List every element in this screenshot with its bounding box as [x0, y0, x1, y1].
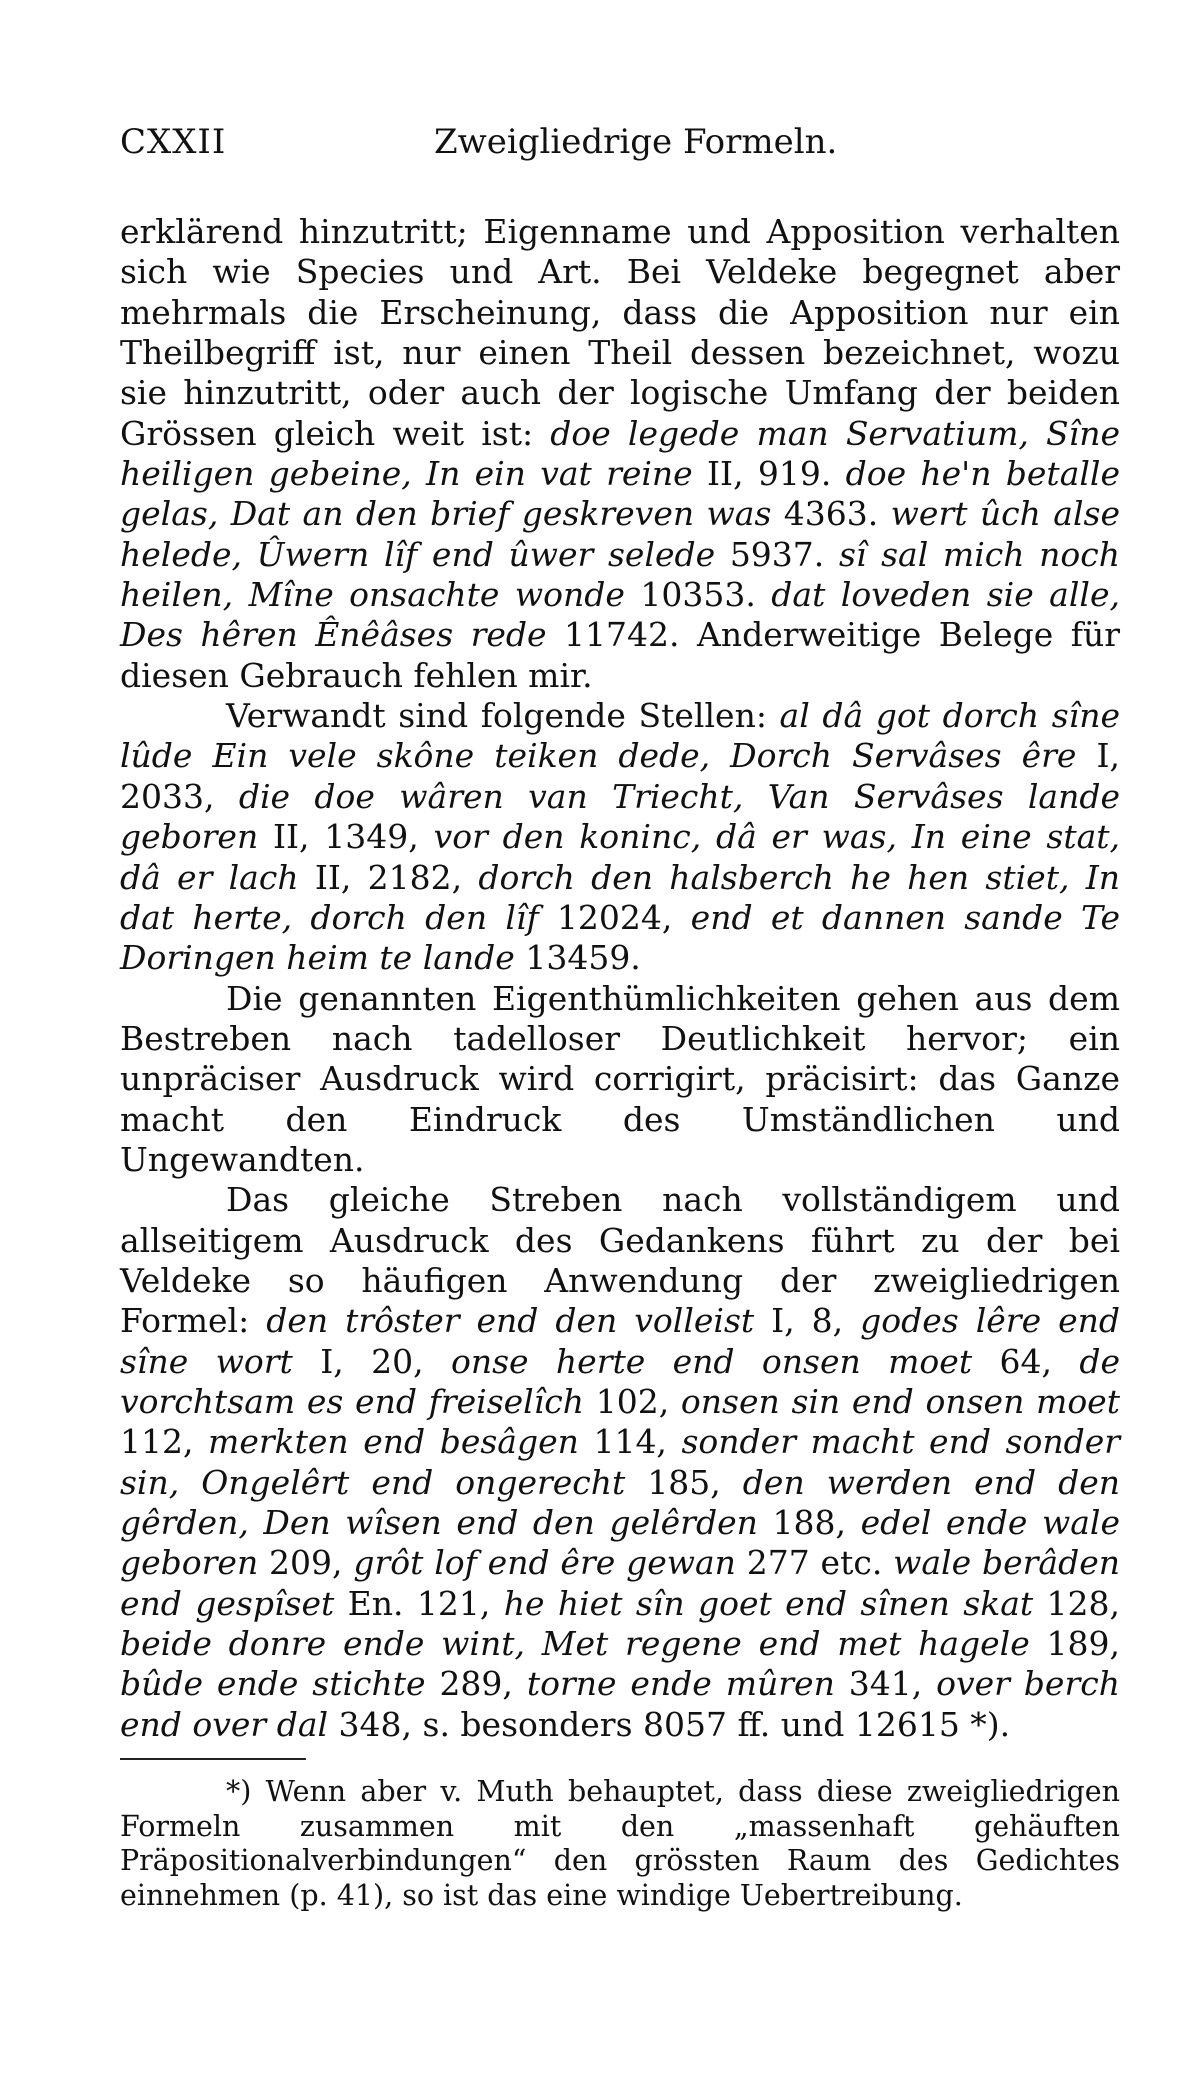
paragraph-continuation: [120, 212, 1120, 696]
text-run: 289,: [425, 1664, 527, 1704]
text-run: 188,: [757, 1503, 861, 1542]
footnote: [120, 1775, 1120, 1913]
header-title: Zweigliedrige Formeln.: [434, 122, 838, 162]
quoted-verse: bûde ende stichte: [120, 1664, 426, 1704]
quoted-verse: de vorchtsam es end freiselîch: [120, 1341, 1120, 1421]
text-run: I, 20,: [292, 1341, 451, 1381]
quoted-verse: beide donre ende wint, Met regene end met hagele: [120, 1624, 1030, 1664]
paragraph-zweigliedrige-formel: [120, 1180, 1120, 1745]
text-run: 12024,: [538, 897, 691, 937]
text-run: 13459.: [514, 938, 641, 978]
text-run: 114,: [578, 1422, 682, 1462]
quoted-verse: al dâ got dorch sîne lûde Ein vele skône teiken dede, Dorch Servâses êre: [120, 696, 1120, 776]
quoted-verse: den werden end den gêrden, Den wîsen end den gelêrden: [120, 1462, 1120, 1542]
quoted-verse: doe he'n betalle gelas, Dat an den brief geskreven was: [120, 454, 1121, 534]
text-run: 341,: [834, 1664, 937, 1704]
running-head: [120, 118, 1120, 166]
quoted-verse: dat loveden sie alle, Des hêren Ênêâses rede: [120, 575, 1120, 655]
text-run: II, 1349,: [258, 817, 434, 857]
quoted-verse: edel ende wale geboren: [120, 1503, 1120, 1583]
text-run: 112,: [120, 1422, 209, 1462]
text-run: I, 8,: [754, 1301, 861, 1341]
quoted-verse: onsen sin end onsen moet: [680, 1381, 1120, 1421]
text-run: 128,: [1033, 1583, 1121, 1623]
quoted-verse: end et dannen sande Te Doringen heim te lande: [120, 897, 1120, 978]
paragraph-verwandt: [120, 696, 1120, 978]
quoted-verse: wert ûch alse helede, Ûwern lîf end ûwer selede: [120, 494, 1120, 574]
text-run: 348, s. besonders 8057 ff. und 12615 *).: [328, 1704, 1011, 1744]
quoted-verse: den trôster end den volleist: [266, 1301, 755, 1341]
quoted-verse: wale berâden end gespîset: [120, 1543, 1120, 1623]
paragraph-eigenthuemlichkeiten: [120, 979, 1120, 1181]
text-run: 10353.: [624, 575, 772, 615]
text-run: I, 2033,: [120, 736, 1120, 816]
text-run: II, 2182,: [298, 857, 479, 897]
quoted-verse: vor den koninc, dâ er was, In eine stat, dâ er lach: [120, 817, 1121, 897]
quoted-verse: dorch den halsberch he hen stiet, In dat herte, dorch den lîf: [120, 857, 1121, 937]
quoted-verse: sî sal mich noch heilen, Mîne onsachte wonde: [120, 534, 1121, 615]
quoted-verse: onse herte end onsen moet: [450, 1341, 973, 1381]
text-run: 11742. Anderweitige Belege für diesen Gebrauch fehlen mir.: [120, 615, 1120, 695]
quoted-verse: sonder macht end sonder sin, Ongelêrt end ongerecht: [120, 1422, 1120, 1502]
text-run: 277 etc.: [735, 1543, 894, 1583]
quoted-verse: he hiet sîn goet end sînen skat: [503, 1583, 1034, 1623]
text-run: 185,: [625, 1462, 743, 1502]
footnote-divider: [120, 1758, 306, 1760]
text-run: Verwandt sind folgende Stellen:: [226, 696, 780, 736]
main-text: [120, 212, 1120, 1745]
quoted-verse: torne ende mûren: [526, 1664, 835, 1704]
footnote-text: *) Wenn aber v. Muth behauptet, dass diese zweigliedrigen Formeln zusammen mit den „massenhaft gehäuften Präpositionalverbindungen“ den grössten Raum des Gedichtes einnehmen (p. 41), so ist das eine windige Uebertreibung.: [120, 1775, 1120, 1912]
text-run: 102,: [584, 1381, 681, 1421]
text-run: 64,: [972, 1341, 1080, 1381]
text-run: En. 121,: [334, 1583, 504, 1623]
text-run: erklärend hinzutritt; Eigenname und Apposition verhalten sich wie Species und Art. Bei Veldeke begegnet aber mehrmals die Erscheinung, dass die Apposition nur ein Theilbegriff ist, nur einen Theil dessen bezeichnet, wozu sie hinzutritt, oder auch der logische Umfang der beiden Grössen gleich weit ist:: [120, 212, 1120, 453]
text-run: 5937.: [715, 534, 839, 574]
quoted-verse: doe legede man Servatium, Sîne heiligen gebeine, In ein vat reine: [120, 413, 1120, 494]
quoted-verse: grôt lof end êre gewan: [353, 1543, 736, 1583]
text-run: Das gleiche Streben nach vollständigem und allseitigem Ausdruck des Gedankens führt zu der bei Veldeke so häufigen Anwendung der zweigliedrigen Formel:: [120, 1180, 1120, 1341]
text-run: Die genannten Eigenthümlichkeiten gehen aus dem Bestreben nach tadelloser Deutlichkeit hervor; ein unpräciser Ausdruck wird corrigirt, präcisirt: das Ganze macht den Eindruck des Umständlichen und Ungewandten.: [120, 978, 1120, 1179]
text-run: 4363.: [771, 494, 891, 534]
text-run: II, 919.: [692, 454, 846, 494]
page-number: CXXII: [120, 122, 227, 162]
text-run: 189,: [1029, 1624, 1121, 1664]
quoted-verse: over berch end over dal: [120, 1664, 1120, 1744]
quoted-verse: godes lêre end sîne wort: [120, 1301, 1121, 1381]
quoted-verse: merkten end besâgen: [208, 1422, 579, 1462]
quoted-verse: die doe wâren van Triecht, Van Servâses lande geboren: [120, 776, 1120, 857]
text-run: 209,: [258, 1543, 354, 1583]
